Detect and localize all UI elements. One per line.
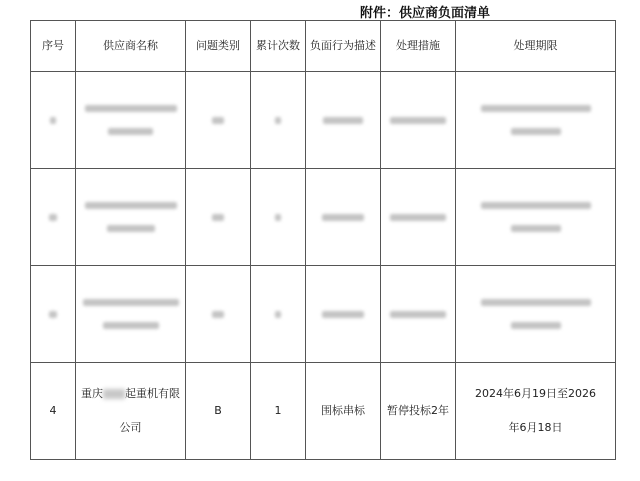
redacted-cell (381, 169, 456, 266)
redacted-cell (306, 169, 381, 266)
header-problem-category: 问题类别 (186, 21, 251, 72)
redacted-cell (76, 169, 186, 266)
supplier-name-prefix: 重庆 (81, 387, 103, 400)
redacted-cell (456, 266, 616, 363)
redaction-mask (103, 389, 125, 399)
header-index: 序号 (31, 21, 76, 72)
redacted-cell (456, 72, 616, 169)
redacted-cell (456, 169, 616, 266)
cell-category: B (186, 363, 251, 460)
period-line1: 2024年6月19日至2026 (475, 387, 596, 400)
header-cumulative-count: 累计次数 (251, 21, 306, 72)
table-header-row (31, 21, 616, 72)
redacted-cell (31, 169, 76, 266)
redacted-cell (251, 169, 306, 266)
redacted-cell (31, 266, 76, 363)
redacted-cell (306, 266, 381, 363)
cell-measure: 暂停投标2年 (381, 363, 456, 460)
period-line2: 年6月18日 (508, 421, 563, 434)
table-row (31, 363, 616, 460)
cell-supplier-name (76, 363, 186, 460)
redacted-cell (76, 266, 186, 363)
cell-index: 4 (31, 363, 76, 460)
supplier-negative-list-table (30, 20, 616, 460)
header-measures: 处理措施 (381, 21, 456, 72)
redacted-cell (381, 266, 456, 363)
redacted-cell (251, 72, 306, 169)
table-row-blurred-3 (31, 266, 616, 363)
redacted-cell (76, 72, 186, 169)
redacted-cell (306, 72, 381, 169)
cell-period (456, 363, 616, 460)
document-title: 附件：供应商负面清单 (360, 6, 491, 21)
cell-count: 1 (251, 363, 306, 460)
cell-behavior: 围标串标 (306, 363, 381, 460)
redacted-cell (186, 266, 251, 363)
redacted-cell (186, 72, 251, 169)
table-row-blurred-2 (31, 169, 616, 266)
table-row-blurred-1 (31, 72, 616, 169)
redacted-cell (31, 72, 76, 169)
redacted-cell (381, 72, 456, 169)
redacted-cell (186, 169, 251, 266)
supplier-name-line2: 公司 (119, 421, 142, 434)
header-negative-behavior: 负面行为描述 (306, 21, 381, 72)
redacted-cell (251, 266, 306, 363)
header-period: 处理期限 (456, 21, 616, 72)
header-supplier-name: 供应商名称 (76, 21, 186, 72)
supplier-name-suffix: 起重机有限 (125, 387, 180, 400)
